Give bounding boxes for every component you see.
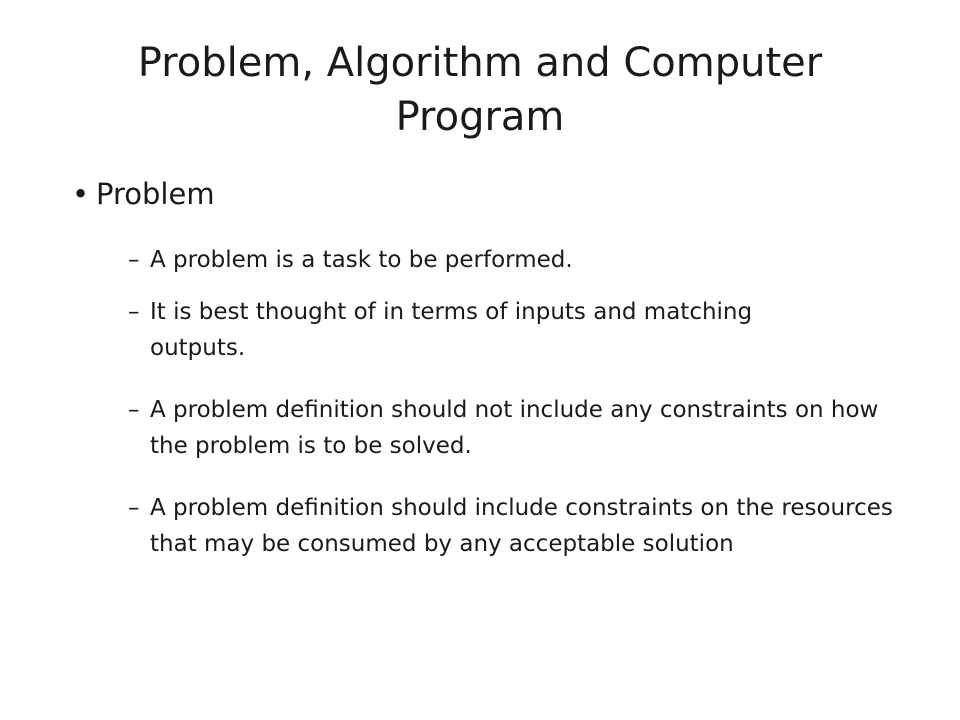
- sub-item-text: A problem definition should not include any constraints on how the problem is to be solved.: [150, 397, 879, 459]
- sub-item-inputs-outputs: [128, 294, 918, 366]
- sub-item-text: It is best thought of in terms of inputs and matching outputs.: [150, 299, 753, 361]
- dash-marker: –: [128, 299, 140, 325]
- sub-item-task: [128, 242, 918, 278]
- sub-item-resource-constraints: [128, 490, 918, 562]
- bullet-marker: •: [72, 177, 90, 211]
- bullet-problem: [72, 174, 215, 214]
- dash-marker: –: [128, 397, 140, 423]
- bullet-label: Problem: [96, 177, 215, 211]
- dash-marker: –: [128, 495, 140, 521]
- dash-marker: –: [128, 247, 140, 273]
- slide-title: Problem, Algorithm and Computer Program: [137, 40, 823, 140]
- sub-item-text: A problem is a task to be performed.: [150, 247, 573, 273]
- sub-item-text: A problem definition should include constraints on the resources that may be consumed by any acceptable solution: [150, 495, 893, 557]
- sub-item-no-solving-constraints: [128, 392, 918, 464]
